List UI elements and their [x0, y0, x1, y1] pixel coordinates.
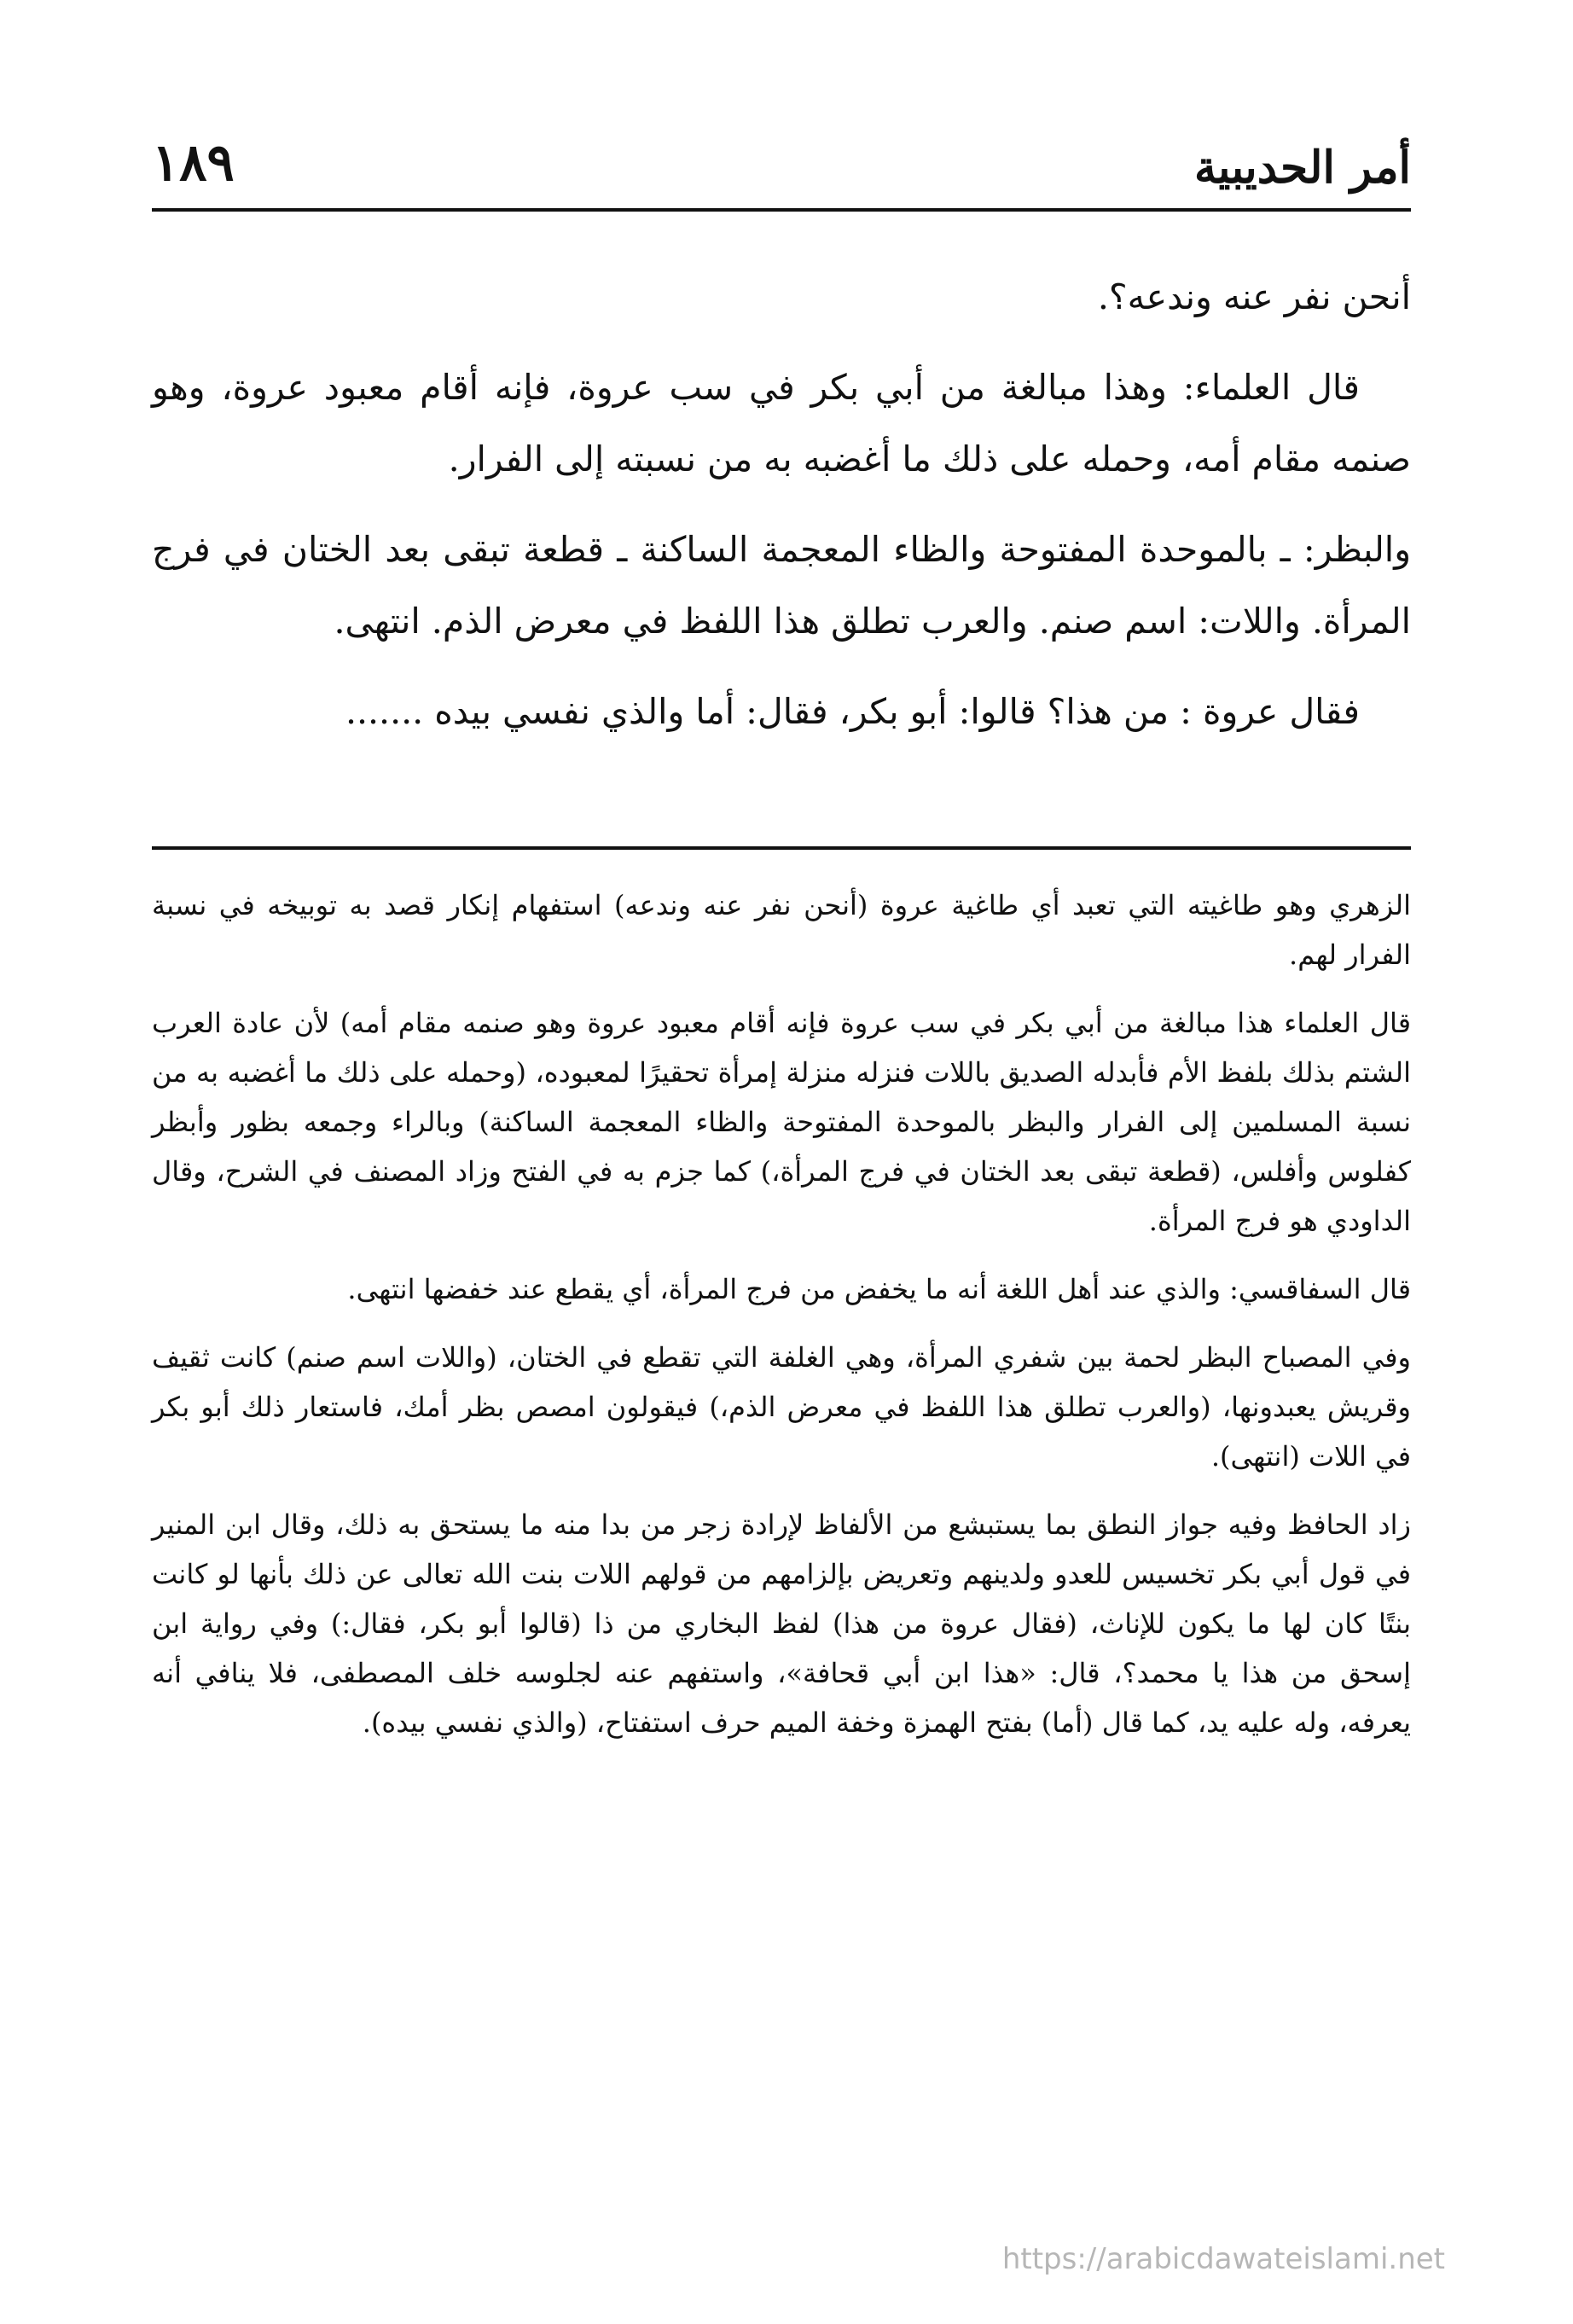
commentary-paragraph: قال السفاقسي: والذي عند أهل اللغة أنه ما يخفض من فرج المرأة، أي يقطع عند خفضها انتهى. — [347, 1273, 1411, 1305]
commentary-paragraph: قال العلماء هذا مبالغة من أبي بكر في سب عروة فإنه أقام معبود عروة وهو صنمه مقام أمه) لأن عادة العرب الشتم بذلك بلفظ الأم فأبدله الصديق باللات فنزله منزلة إمرأة تحقيرًا لمعبوده، (وحمله على ذلك ما أغضبه به من نسبة المسلمين إلى الفرار والبظر بالموحدة المفتوحة والظاء المعجمة الساكنة) وبالراء وجمعه بظور وأبظر كفلوس وأفلس، (قطعة تبقى بعد الختان في فرج المرأة،) كما جزم به في الفتح وزاد المصنف في الشرح، وقال الداودي هو فرج المرأة. — [152, 1007, 1411, 1237]
main-text — [152, 261, 1411, 766]
main-paragraph: فقال عروة : من هذا؟ قالوا: أبو بكر، فقال: أما والذي نفسي بيده ....... — [345, 691, 1360, 732]
main-paragraph: أنحن نفر عنه وندعه؟. — [1097, 276, 1411, 317]
commentary-paragraph: الزهري وهو طاغيته التي تعبد أي طاغية عروة (أنحن نفر عنه وندعه) استفهام إنكار قصد به توبيخه في نسبة الفرار لهم. — [152, 889, 1412, 971]
running-title: أمر الحديبية — [1194, 142, 1411, 194]
main-paragraph: والبظر: ـ بالموحدة المفتوحة والظاء المعجمة الساكنة ـ قطعة تبقى بعد الختان في فرج المرأة. واللات: اسم صنم. والعرب تطلق هذا اللفظ في معرض الذم. انتهى. — [152, 529, 1411, 642]
main-paragraph: قال العلماء: وهذا مبالغة من أبي بكر في سب عروة، فإنه أقام معبود عروة، وهو صنمه مقام أمه، وحمله على ذلك ما أغضبه به من نسبته إلى الفرار. — [152, 367, 1411, 479]
commentary-paragraph: وفي المصباح البظر لحمة بين شفري المرأة، وهي الغلفة التي تقطع في الختان، (واللات اسم صنم) كانت ثقيف وقريش يعبدونها، (والعرب تطلق هذا اللفظ في معرض الذم،) فيقولون امصص بظر أمك، فاستعار ذلك أبو بكر في اللات (انتهى). — [152, 1341, 1412, 1473]
commentary-text — [152, 880, 1411, 1766]
watermark-url: https://arabicdawateislami.net — [1001, 2242, 1445, 2276]
page-number: ١٨٩ — [152, 133, 235, 193]
section-divider — [152, 846, 1411, 850]
page-header — [152, 126, 1411, 212]
commentary-paragraph: زاد الحافظ وفيه جواز النطق بما يستبشع من الألفاظ لإرادة زجر من بدا منه ما يستحق به ذلك، وقال ابن المنير في قول أبي بكر تخسيس للعدو ولدينهم وتعريض بإلزامهم من قولهم اللات بنت الله تعالى عن ذلك بأنها لو كانت بنتًا كان لها ما يكون للإناث، (فقال عروة من هذا) لفظ البخاري من ذا (قالوا أبو بكر، فقال:) وفي رواية ابن إسحق من هذا يا محمد؟، قال: «هذا ابن أبي قحافة»، واستفهم عنه لجلوسه خلف المصطفى، فلا ينافي أنه يعرفه، وله عليه يد، كما قال (أما) بفتح الهمزة وخفة الميم حرف استفتاح، (والذي نفسي بيده). — [152, 1508, 1412, 1739]
